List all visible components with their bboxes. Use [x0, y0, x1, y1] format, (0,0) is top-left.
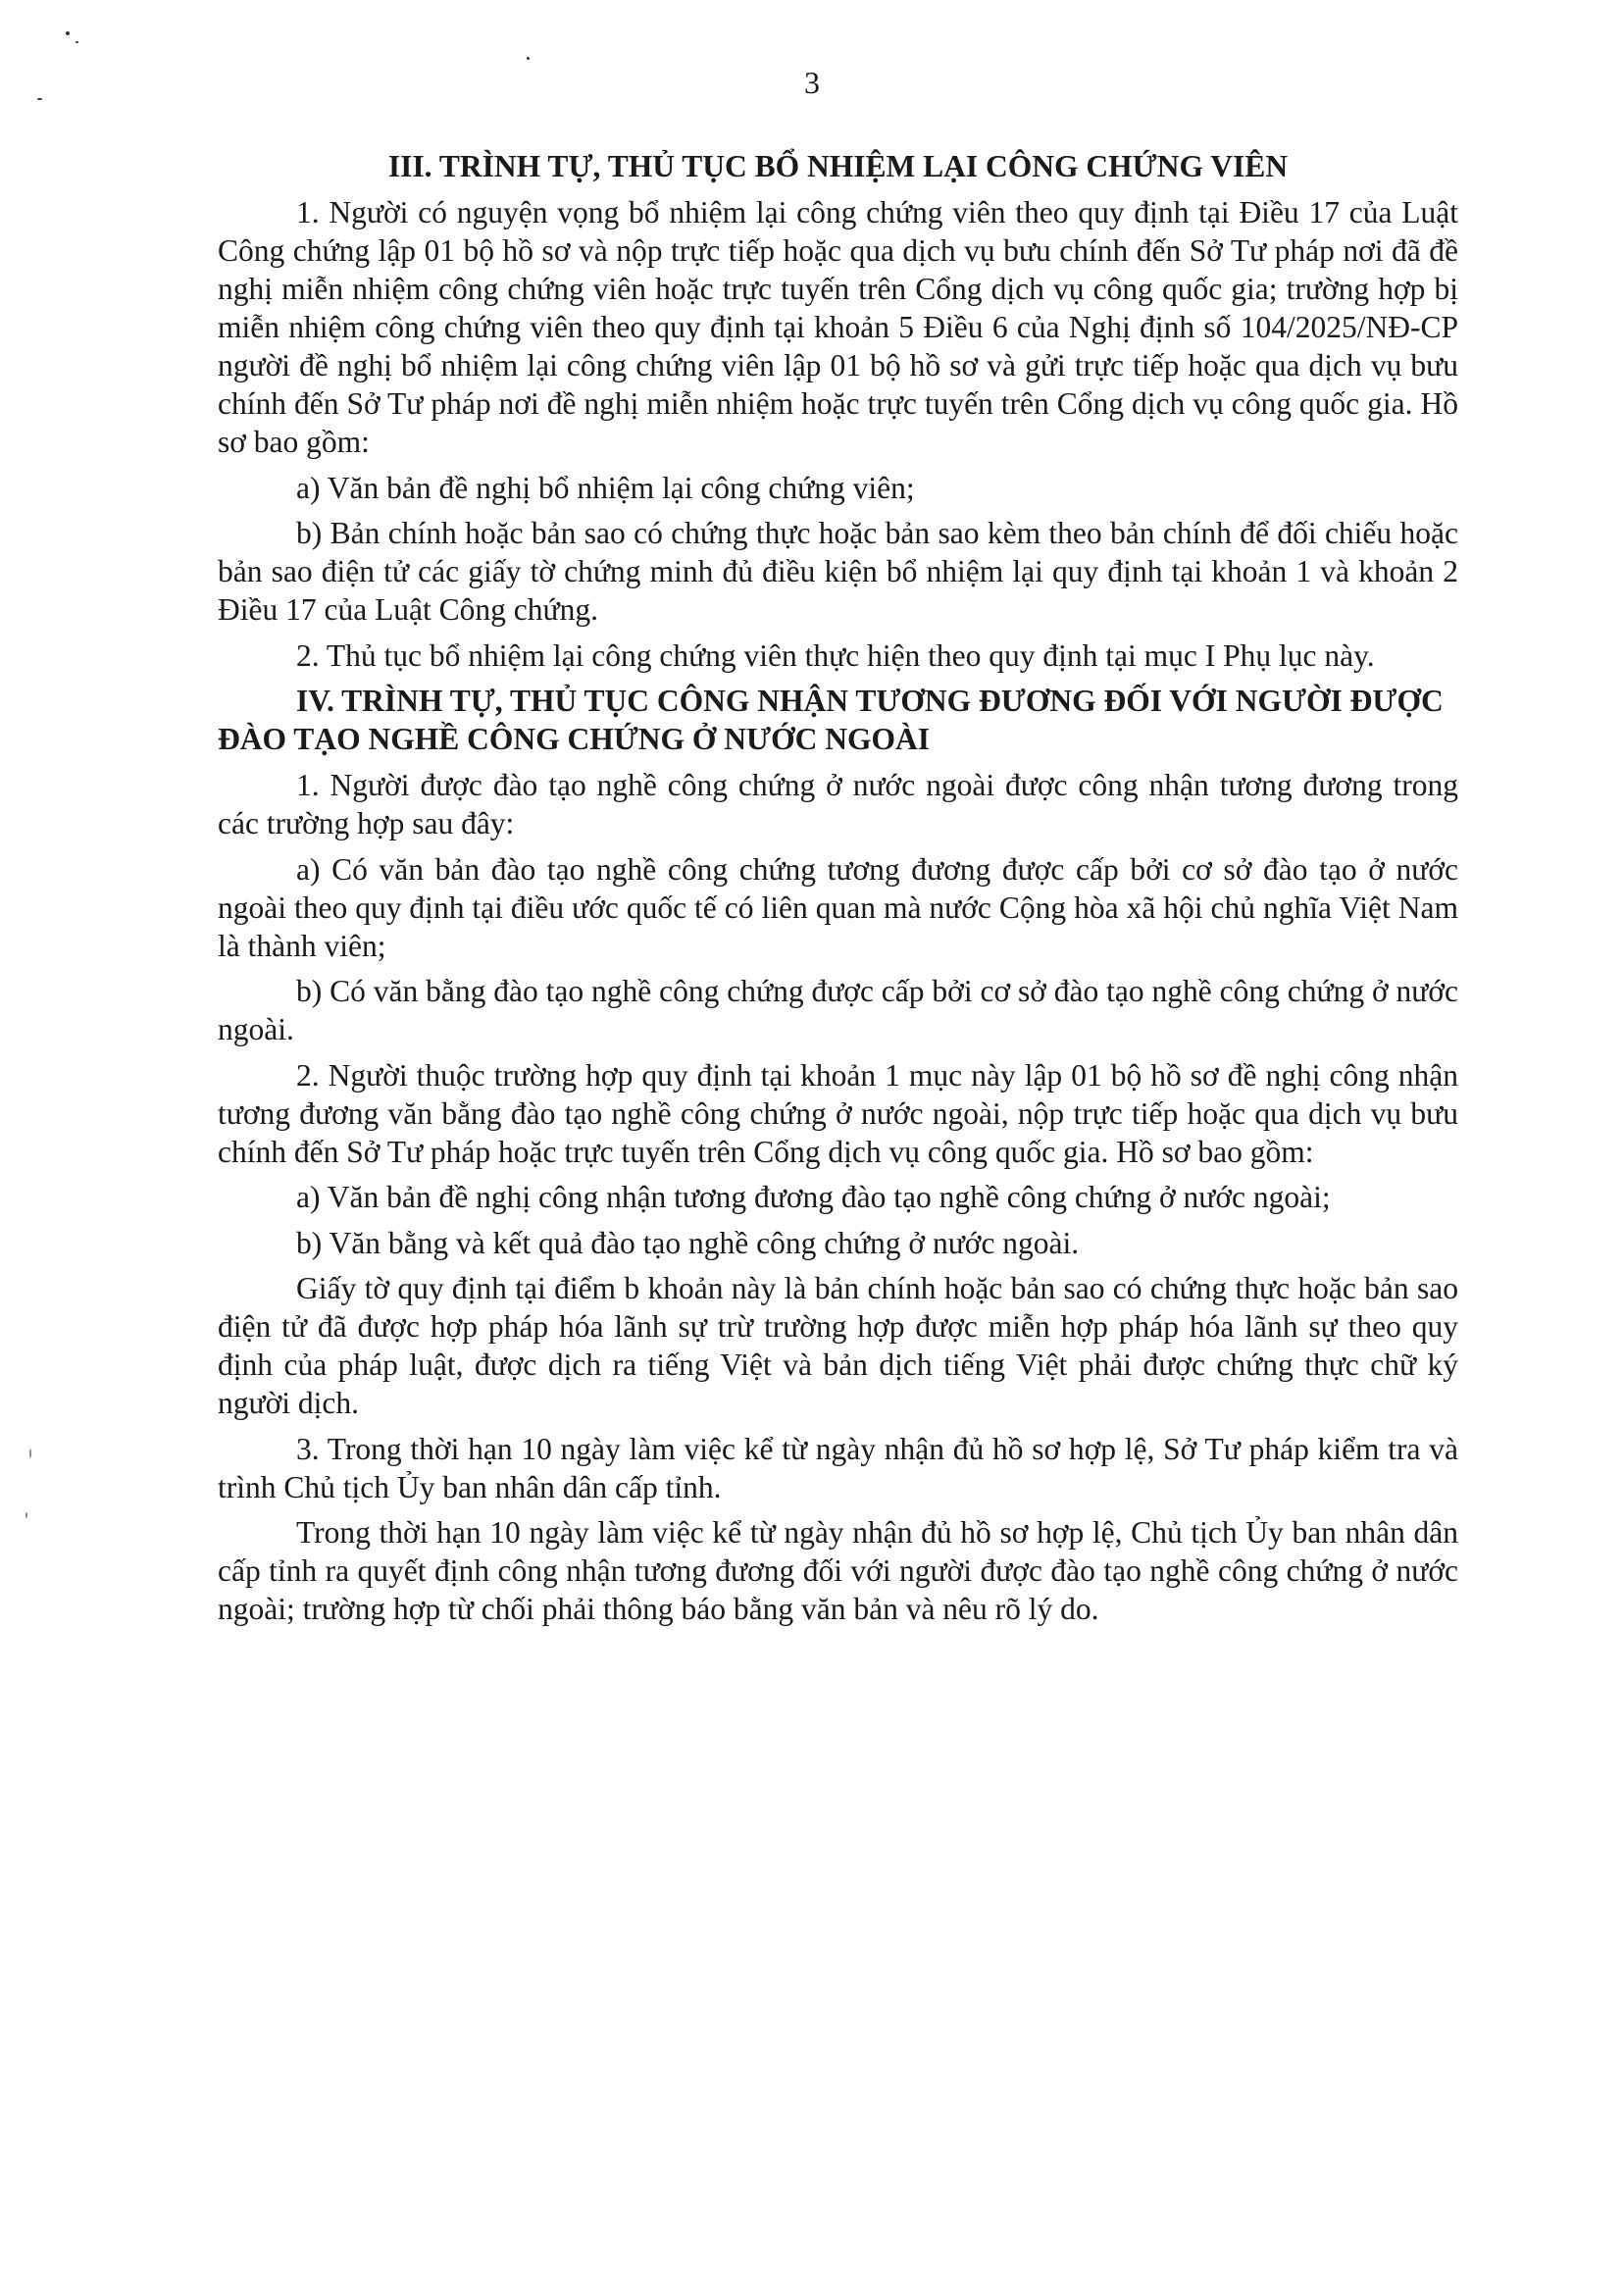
paragraph: b) Bản chính hoặc bản sao có chứng thực hoặc bản sao kèm theo bản chính để đối chiếu hoặc bản sao điện tử các giấy tờ chứng minh đủ điều kiện bổ nhiệm lại quy định tại khoản 1 và khoản 2 Điều 17 của Luật Công chứng.	[218, 516, 1458, 627]
paragraph: Trong thời hạn 10 ngày làm việc kể từ ngày nhận đủ hồ sơ hợp lệ, Chủ tịch Ủy ban nhân dân cấp tỉnh ra quyết định công nhận tương đương đối với người được đào tạo nghề công chứng ở nước ngoài; trường hợp từ chối phải thông báo bằng văn bản và nêu rõ lý do.	[218, 1515, 1458, 1626]
paragraph: 3. Trong thời hạn 10 ngày làm việc kể từ ngày nhận đủ hồ sơ hợp lệ, Sở Tư pháp kiểm tra và trình Chủ tịch Ủy ban nhân dân cấp tỉnh.	[218, 1431, 1458, 1504]
paragraph: 1. Người có nguyện vọng bổ nhiệm lại công chứng viên theo quy định tại Điều 17 của Luật Công chứng lập 01 bộ hồ sơ và nộp trực tiếp hoặc qua dịch vụ bưu chính đến Sở Tư pháp nơi đã đề nghị miễn nhiệm công chứng viên hoặc trực tuyến trên Cổng dịch vụ công quốc gia; trường hợp bị miễn nhiệm công chứng viên theo quy định tại khoản 5 Điều 6 của Nghị định số 104/2025/NĐ-CP người đề nghị bổ nhiệm lại công chứng viên lập 01 bộ hồ sơ và gửi trực tiếp hoặc qua dịch vụ bưu chính đến Sở Tư pháp nơi đề nghị miễn nhiệm hoặc trực tuyến trên Cổng dịch vụ công quốc gia. Hồ sơ bao gồm:	[218, 195, 1458, 459]
scan-speck	[29, 1449, 31, 1458]
paragraph: 2. Thủ tục bổ nhiệm lại công chứng viên thực hiện theo quy định tại mục I Phụ lục này.	[296, 637, 1375, 673]
paragraph: a) Văn bản đề nghị bổ nhiệm lại công chứng viên;	[296, 470, 915, 505]
paragraph: b) Văn bằng và kết quả đào tạo nghề công chứng ở nước ngoài.	[296, 1225, 1080, 1260]
paragraph: Giấy tờ quy định tại điểm b khoản này là bản chính hoặc bản sao có chứng thực hoặc bản sao điện tử đã được hợp pháp hóa lãnh sự trừ trường hợp được miễn hợp pháp hóa lãnh sự theo quy định của pháp luật, được dịch ra tiếng Việt và bản dịch tiếng Việt phải được chứng thực chữ ký người dịch.	[218, 1271, 1458, 1420]
page-number: 3	[804, 65, 820, 100]
scan-speck	[66, 31, 70, 35]
paragraph: a) Có văn bản đào tạo nghề công chứng tương đương được cấp bởi cơ sở đào tạo ở nước ngoài theo quy định tại điều ước quốc tế có liên quan mà nước Cộng hòa xã hội chủ nghĩa Việt Nam là thành viên;	[218, 851, 1458, 963]
paragraph: b) Có văn bằng đào tạo nghề công chứng được cấp bởi cơ sở đào tạo nghề công chứng ở nước ngoài.	[218, 974, 1458, 1046]
paragraph: 1. Người được đào tạo nghề công chứng ở nước ngoài được công nhận tương đương trong các trường hợp sau đây:	[218, 768, 1458, 840]
paragraph: a) Văn bản đề nghị công nhận tương đương đào tạo nghề công chứng ở nước ngoài;	[296, 1180, 1331, 1214]
paragraph: 2. Người thuộc trường hợp quy định tại khoản 1 mục này lập 01 bộ hồ sơ đề nghị công nhận tương đương văn bằng đào tạo nghề công chứng ở nước ngoài, nộp trực tiếp hoặc qua dịch vụ bưu chính đến Sở Tư pháp hoặc trực tuyến trên Cổng dịch vụ công quốc gia. Hồ sơ bao gồm:	[218, 1057, 1458, 1169]
section-heading-iii: III. TRÌNH TỰ, THỦ TỤC BỔ NHIỆM LẠI CÔNG CHỨNG VIÊN	[387, 149, 1289, 183]
document-body	[218, 147, 1458, 1636]
section-heading-iv: IV. TRÌNH TỰ, THỦ TỤC CÔNG NHẬN TƯƠNG ĐƯƠNG ĐỐI VỚI NGƯỜI ĐƯỢC ĐÀO TẠO NGHỀ CÔNG CHỨNG Ở NƯỚC NGOÀI	[218, 684, 1444, 756]
scan-speck	[527, 57, 530, 60]
scan-speck	[25, 1512, 27, 1518]
scan-speck	[76, 41, 78, 43]
